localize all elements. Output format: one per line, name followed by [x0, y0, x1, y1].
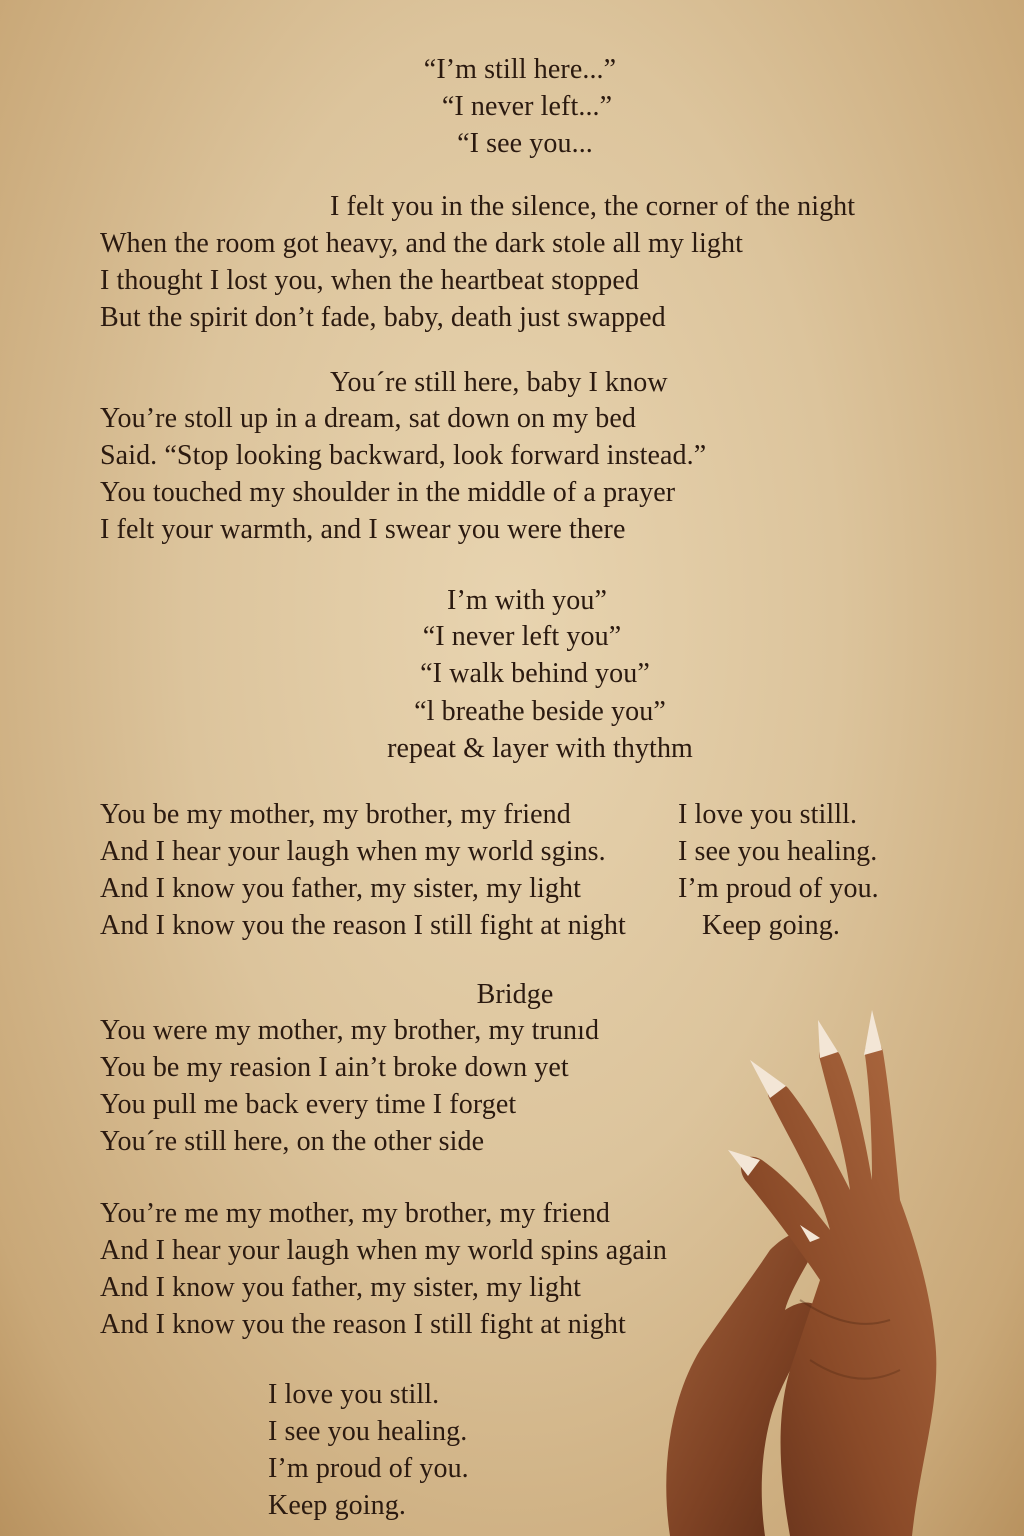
verse-line: I thought I lost you, when the heartbeat stopped: [100, 265, 640, 296]
intro-line: “I never left...”: [441, 91, 613, 122]
chant-line: “l breathe beside you”: [414, 696, 666, 727]
verse-line: Said. “Stop looking backward, look forward instead.”: [100, 440, 707, 471]
verse-line: When the room got heavy, and the dark stole all my light: [100, 228, 743, 259]
verse-line: I felt you in the silence, the corner of the night: [330, 191, 856, 222]
verse-line: You touched my shoulder in the middle of a prayer: [100, 477, 676, 508]
affirmation-line: I see you healing.: [678, 836, 878, 867]
verse-line: But the spirit don’t fade, baby, death just swapped: [100, 302, 666, 333]
chorus-line: And I know you the reason I still fight at night: [100, 1309, 626, 1340]
chorus-line: And I hear your laugh when my world spins again: [100, 1235, 667, 1266]
chant-line: “I walk behind you”: [420, 658, 650, 689]
bridge-line: You pull me back every time I forget: [100, 1089, 517, 1120]
outro-line: I see you healing.: [268, 1416, 468, 1447]
affirmation-line: Keep going.: [702, 910, 840, 941]
affirmation-line: I love you stilll.: [678, 799, 858, 830]
outro-line: I love you still.: [268, 1379, 440, 1410]
verse-line: You’re stoll up in a dream, sat down on my bed: [100, 403, 637, 434]
intro-line: “I’m still here...”: [423, 54, 617, 85]
verse-heading: You´re still here, baby I know: [330, 367, 668, 398]
chorus-line: You’re me my mother, my brother, my friend: [100, 1198, 611, 1229]
bridge-line: You were my mother, my brother, my trunıd: [100, 1015, 600, 1046]
outro-line: I’m proud of you.: [268, 1453, 469, 1484]
chant-line: “I never left you”: [422, 621, 622, 652]
verse-line: I felt your warmth, and I swear you were there: [100, 514, 626, 545]
affirmation-line: I’m proud of you.: [678, 873, 879, 904]
chant-note: repeat & layer with thythm: [387, 733, 693, 764]
chorus-line: You be my mother, my brother, my friend: [100, 799, 571, 830]
chant-line: I’m with you”: [447, 585, 607, 616]
chorus-line: And I know you the reason I still fight at night: [100, 910, 626, 941]
chorus-line: And I hear your laugh when my world sgins.: [100, 836, 606, 867]
outro-line: Keep going.: [268, 1490, 406, 1521]
chorus-line: And I know you father, my sister, my light: [100, 873, 582, 904]
bridge-line: You´re still here, on the other side: [100, 1126, 485, 1157]
intro-line: “I see you...: [457, 128, 593, 159]
bridge-line: You be my reasion I ain’t broke down yet: [100, 1052, 569, 1083]
chorus-line: And I know you father, my sister, my light: [100, 1272, 582, 1303]
bridge-heading: Bridge: [476, 979, 554, 1010]
hands-icon: [650, 1000, 980, 1536]
